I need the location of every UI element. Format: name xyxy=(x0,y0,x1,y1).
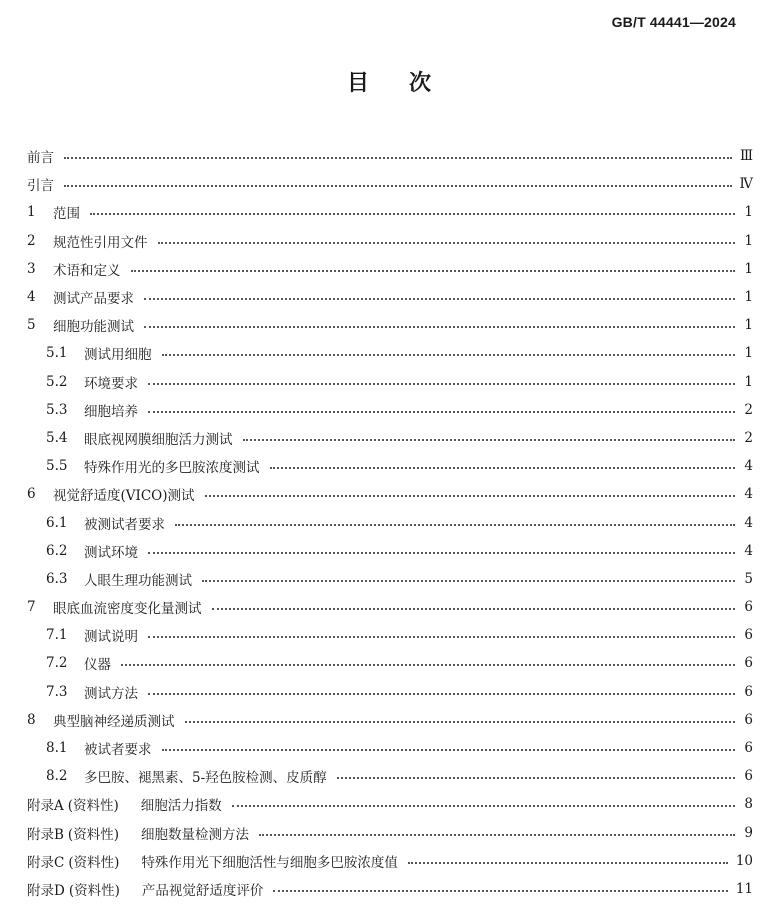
toc-entry-page: 1 xyxy=(744,317,753,334)
toc-entry-page: 6 xyxy=(744,655,753,672)
toc-entry-title: 多巴胺、褪黑素、5-羟色胺检测、皮质醇 xyxy=(84,770,327,787)
toc-entry[interactable] xyxy=(27,649,753,677)
toc-entry-title: 前言 xyxy=(27,150,54,167)
toc-entry[interactable] xyxy=(27,565,753,593)
toc-entry-number: 5.5 xyxy=(46,458,68,475)
toc-entry-page: 1 xyxy=(744,373,753,390)
appendix-title: 产品视觉舒适度评价 xyxy=(141,882,264,899)
appendix-label: 附录C xyxy=(27,854,65,871)
dot-leader xyxy=(232,805,735,807)
standard-code: GB/T 44441—2024 xyxy=(611,14,736,30)
toc-entry-title: 细胞培养 xyxy=(84,403,138,420)
toc-entry[interactable] xyxy=(27,537,753,565)
toc-entry[interactable] xyxy=(27,142,753,170)
toc-entry-title: 特殊作用光的多巴胺浓度测试 xyxy=(84,460,260,477)
toc-entry-number: 5 xyxy=(27,317,36,334)
toc-entry-number: 1 xyxy=(27,204,36,221)
dot-leader xyxy=(259,834,735,836)
toc-entry-title: 被试者要求 xyxy=(84,742,152,759)
toc-entry-title: 测试说明 xyxy=(84,629,138,646)
dot-leader xyxy=(148,552,735,554)
toc-entry-number: 2 xyxy=(27,232,36,249)
toc-entry[interactable] xyxy=(27,452,753,480)
toc-entry-number: 6 xyxy=(27,486,36,503)
toc-entry-number: 7 xyxy=(27,599,36,616)
toc-appendix-entry[interactable] xyxy=(27,790,753,818)
toc-entry-number: 5.1 xyxy=(46,345,68,362)
toc-entry[interactable] xyxy=(27,508,753,536)
toc-entry-page: 4 xyxy=(744,514,753,531)
toc-entry-title: 人眼生理功能测试 xyxy=(84,572,192,589)
toc-entry-number: 6.1 xyxy=(46,514,68,531)
toc-entry-number: 7.3 xyxy=(46,683,68,700)
toc-entry[interactable] xyxy=(27,198,753,226)
appendix-page: 8 xyxy=(744,796,753,813)
dot-leader xyxy=(148,636,735,638)
toc-entry-page: 5 xyxy=(744,570,753,587)
toc-entry-page: Ⅳ xyxy=(739,176,753,193)
toc-entry-number: 5.2 xyxy=(46,373,68,390)
toc-entry-page: 4 xyxy=(744,458,753,475)
toc-entry[interactable] xyxy=(27,734,753,762)
dot-leader xyxy=(205,495,735,497)
toc-appendix-entry[interactable] xyxy=(27,819,753,847)
toc-entry[interactable] xyxy=(27,424,753,452)
toc-entry[interactable] xyxy=(27,762,753,790)
toc-entry-page: 6 xyxy=(744,599,753,616)
toc-entry-title: 引言 xyxy=(27,178,54,195)
dot-leader xyxy=(121,664,735,666)
appendix-label: 附录B xyxy=(27,826,64,843)
toc-entry[interactable] xyxy=(27,339,753,367)
dot-leader xyxy=(202,580,735,582)
toc-entry-number: 5.3 xyxy=(46,401,68,418)
dot-leader xyxy=(243,439,736,441)
dot-leader xyxy=(64,185,732,187)
toc-entry-number: 8 xyxy=(27,711,36,728)
appendix-annotation: (资料性) xyxy=(67,798,119,815)
dot-leader xyxy=(144,326,735,328)
toc-entry-number: 3 xyxy=(27,260,36,277)
dot-leader xyxy=(162,354,736,356)
toc-entry-title: 眼底视网膜细胞活力测试 xyxy=(84,431,233,448)
toc-entry-page: 6 xyxy=(744,740,753,757)
toc-entry[interactable] xyxy=(27,255,753,283)
dot-leader xyxy=(185,721,736,723)
dot-leader xyxy=(175,524,735,526)
toc-entry[interactable] xyxy=(27,170,753,198)
dot-leader xyxy=(64,157,732,159)
dot-leader xyxy=(162,749,736,751)
dot-leader xyxy=(270,467,736,469)
toc-entry-title: 测试产品要求 xyxy=(53,291,134,308)
dot-leader xyxy=(148,693,735,695)
appendix-annotation: (资料性) xyxy=(68,882,120,899)
appendix-title: 细胞活力指数 xyxy=(140,798,222,815)
dot-leader xyxy=(131,270,736,272)
toc-entry-page: 4 xyxy=(744,486,753,503)
appendix-annotation: (资料性) xyxy=(67,826,119,843)
appendix-title: 细胞数量检测方法 xyxy=(140,826,249,843)
toc-entry-page: 1 xyxy=(744,345,753,362)
appendix-page: 11 xyxy=(735,880,753,897)
toc-entry-page: 1 xyxy=(744,289,753,306)
toc-entry-number: 8.1 xyxy=(46,740,68,757)
toc-entry-title: 测试用细胞 xyxy=(84,347,152,364)
toc-entry-number: 5.4 xyxy=(46,429,68,446)
toc-entry-page: 1 xyxy=(744,204,753,221)
dot-leader xyxy=(408,862,728,864)
dot-leader xyxy=(273,890,727,892)
table-of-contents xyxy=(27,142,753,903)
toc-entry-page: 6 xyxy=(744,711,753,728)
toc-entry[interactable] xyxy=(27,283,753,311)
toc-entry[interactable] xyxy=(27,311,753,339)
dot-leader xyxy=(148,411,735,413)
toc-entry-number: 8.2 xyxy=(46,768,68,785)
toc-entry-page: 1 xyxy=(744,232,753,249)
toc-entry-title: 测试环境 xyxy=(84,544,138,561)
toc-entry-page: 2 xyxy=(744,401,753,418)
dot-leader xyxy=(158,242,736,244)
appendix-page: 10 xyxy=(735,852,753,869)
toc-entry-page: 4 xyxy=(744,542,753,559)
toc-entry[interactable] xyxy=(27,396,753,424)
toc-entry[interactable] xyxy=(27,227,753,255)
toc-entry-title: 视觉舒适度(VICO)测试 xyxy=(53,488,195,505)
appendix-annotation: (资料性) xyxy=(68,854,120,871)
appendix-page: 9 xyxy=(744,824,753,841)
toc-entry-number: 6.3 xyxy=(46,570,68,587)
toc-entry-number: 6.2 xyxy=(46,542,68,559)
toc-entry-title: 细胞功能测试 xyxy=(53,319,134,336)
toc-entry-page: 1 xyxy=(744,260,753,277)
toc-entry-title: 测试方法 xyxy=(84,685,138,702)
toc-entry-page: 6 xyxy=(744,627,753,644)
toc-entry-number: 4 xyxy=(27,289,36,306)
toc-entry-title: 范围 xyxy=(53,206,80,223)
toc-entry-page: 6 xyxy=(744,683,753,700)
toc-appendix-entry[interactable] xyxy=(27,847,753,875)
toc-entry[interactable] xyxy=(27,621,753,649)
dot-leader xyxy=(90,213,735,215)
dot-leader xyxy=(212,608,736,610)
dot-leader xyxy=(148,383,735,385)
toc-entry-title: 规范性引用文件 xyxy=(53,234,148,251)
toc-entry-number: 7.2 xyxy=(46,655,68,672)
appendix-label: 附录A xyxy=(27,798,64,815)
toc-entry-page: 2 xyxy=(744,429,753,446)
dot-leader xyxy=(337,777,735,779)
toc-entry-page: 6 xyxy=(744,768,753,785)
toc-entry-number: 7.1 xyxy=(46,627,68,644)
toc-entry-title: 术语和定义 xyxy=(53,262,121,279)
toc-entry-title: 眼底血流密度变化量测试 xyxy=(53,601,202,618)
toc-entry-title: 典型脑神经递质测试 xyxy=(53,713,175,730)
toc-entry[interactable] xyxy=(27,368,753,396)
appendix-label: 附录D xyxy=(27,882,65,899)
toc-entry[interactable] xyxy=(27,678,753,706)
toc-entry[interactable] xyxy=(27,593,753,621)
appendix-title: 特殊作用光下细胞活性与细胞多巴胺浓度值 xyxy=(141,854,398,871)
toc-entry[interactable] xyxy=(27,706,753,734)
toc-entry-title: 仪器 xyxy=(84,657,111,674)
toc-entry-page: Ⅲ xyxy=(739,148,753,165)
toc-appendix-entry[interactable] xyxy=(27,875,753,903)
toc-entry-title: 被测试者要求 xyxy=(84,516,165,533)
page-title: 目次 xyxy=(346,70,471,96)
toc-entry-title: 环境要求 xyxy=(84,375,138,392)
dot-leader xyxy=(144,298,735,300)
toc-entry[interactable] xyxy=(27,480,753,508)
